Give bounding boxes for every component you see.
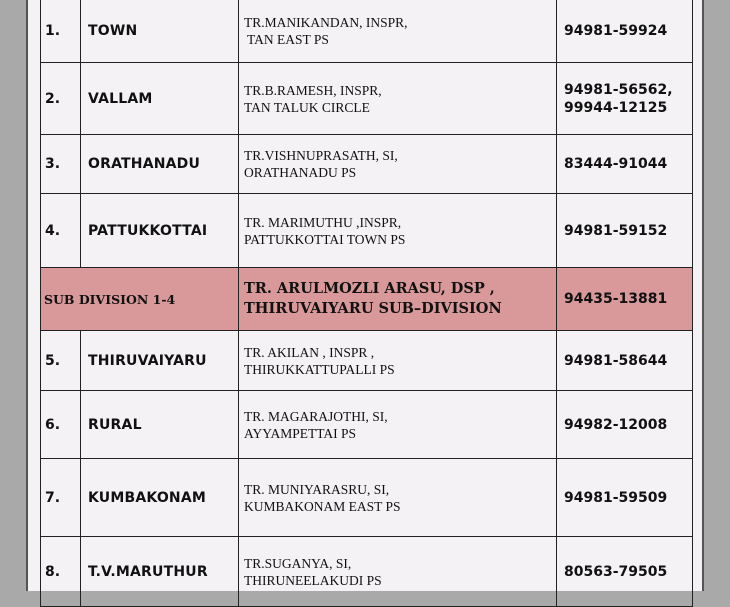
- row-number: 4.: [41, 194, 81, 268]
- officer-details: [239, 194, 557, 268]
- phone-primary: 94982-12008: [564, 416, 668, 433]
- subdivision-phone: 94435-13881: [557, 268, 693, 331]
- phone-primary: 94981-59152: [564, 222, 668, 239]
- officer-details: [239, 63, 557, 135]
- officer-station: AYYAMPETTAI PS: [244, 425, 357, 441]
- place-name: TOWN: [81, 0, 239, 63]
- officer-station: ORATHANADU PS: [244, 165, 357, 180]
- officer-details: [239, 135, 557, 194]
- officer-station: TAN TALUK CIRCLE: [244, 99, 370, 115]
- officer-station: THIRUKKATTUPALLI PS: [244, 361, 395, 377]
- officer-details: [239, 537, 557, 607]
- officer-name: TR.SUGANYA, SI,: [244, 555, 352, 571]
- officer-details: [239, 0, 557, 63]
- officer-name: TR. AKILAN , INSPR ,: [244, 344, 375, 360]
- phone-primary: 94981-59924: [564, 22, 668, 39]
- subdivision-label: SUB DIVISION 1-4: [41, 268, 239, 331]
- phone-number: [557, 0, 693, 63]
- table-row: [41, 135, 693, 194]
- row-number: 2.: [41, 63, 81, 135]
- officer-name: TR.VISHNUPRASATH, SI,: [244, 148, 398, 163]
- place-name: T.V.MARUTHUR: [81, 537, 239, 607]
- officer-details: [239, 391, 557, 459]
- row-number: 7.: [41, 459, 81, 537]
- subdivision-office: THIRUVAIYARU SUB–DIVISION: [244, 300, 502, 317]
- phone-primary: 83444-91044: [564, 156, 668, 172]
- phone-number: [557, 459, 693, 537]
- officer-station: PATTUKKOTTAI TOWN PS: [244, 231, 406, 247]
- subdivision-officer: [239, 268, 557, 331]
- phone-primary: 94981-59509: [564, 489, 668, 506]
- row-number: 6.: [41, 391, 81, 459]
- officer-contact-table: [40, 0, 693, 607]
- place-name: THIRUVAIYARU: [81, 331, 239, 391]
- table-row: [41, 391, 693, 459]
- officer-details: [239, 331, 557, 391]
- officer-name: TR. MAGARAJOTHI, SI,: [244, 408, 388, 424]
- officer-details: [239, 459, 557, 537]
- officer-name: TR. MUNIYARASRU, SI,: [244, 481, 390, 497]
- table-row: [41, 459, 693, 537]
- place-name: ORATHANADU: [81, 135, 239, 194]
- phone-primary: 94981-56562,: [564, 81, 673, 98]
- officer-station: THIRUNEELAKUDI PS: [244, 572, 382, 588]
- officer-name: TR.B.RAMESH, INSPR,: [244, 82, 382, 98]
- officer-station: TAN EAST PS: [247, 31, 329, 47]
- table-row: [41, 194, 693, 268]
- officer-station: KUMBAKONAM EAST PS: [244, 498, 401, 514]
- phone-number: [557, 194, 693, 268]
- officer-name: TR. MARIMUTHU ,INSPR,: [244, 214, 402, 230]
- row-number: 3.: [41, 135, 81, 194]
- phone-number: [557, 63, 693, 135]
- table-row: [41, 63, 693, 135]
- table-row: [41, 537, 693, 607]
- subdivision-row: [41, 268, 693, 331]
- place-name: RURAL: [81, 391, 239, 459]
- document-sheet: [26, 0, 704, 591]
- place-name: PATTUKKOTTAI: [81, 194, 239, 268]
- table-row: [41, 331, 693, 391]
- row-number: 5.: [41, 331, 81, 391]
- place-name: VALLAM: [81, 63, 239, 135]
- subdivision-officer-name: TR. ARULMOZLI ARASU, DSP ,: [244, 280, 495, 297]
- phone-number: [557, 537, 693, 607]
- phone-number: [557, 331, 693, 391]
- phone-secondary: 99944-12125: [564, 99, 668, 116]
- phone-primary: 80563-79505: [564, 563, 668, 580]
- officer-name: TR.MANIKANDAN, INSPR,: [244, 14, 408, 30]
- phone-primary: 94981-58644: [564, 352, 668, 369]
- place-name: KUMBAKONAM: [81, 459, 239, 537]
- row-number: 1.: [41, 0, 81, 63]
- phone-number: [557, 135, 693, 194]
- row-number: 8.: [41, 537, 81, 607]
- table-row: [41, 0, 693, 63]
- phone-number: [557, 391, 693, 459]
